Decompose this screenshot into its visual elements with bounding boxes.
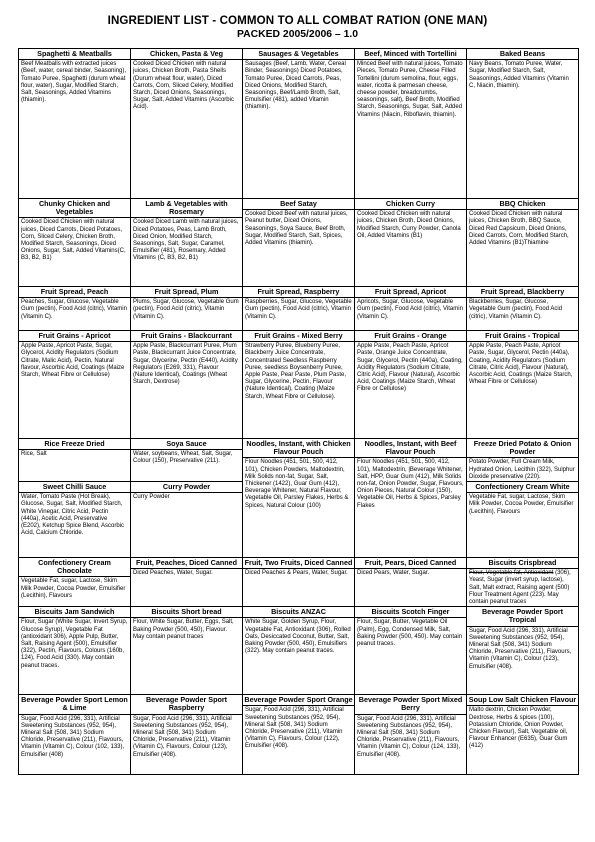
- product-name: Biscuits Short bread: [131, 607, 242, 618]
- ingredient-cell: [467, 607, 579, 695]
- ingredient-text: Cooked Diced Chicken with natural juices, Chicken Broth, Diced Onions, Modified Starch, Curry Powder, Canola Oil, Added Vitamins (B1): [357, 211, 461, 239]
- product-name: Soya Sauce: [131, 439, 242, 450]
- table-row: [19, 331, 579, 439]
- product-name: Beverage Powder Sport Lemon & Lime: [19, 695, 130, 714]
- product-name: Fruit Spread, Apricot: [355, 287, 466, 298]
- product-name: Fruit Grains - Apricot: [19, 331, 130, 342]
- product-name: Freeze Dried Potato & Onion Powder: [467, 439, 578, 458]
- product-name: Lamb & Vegetables with Rosemary: [131, 199, 242, 218]
- product-name: Fruit, Two Fruits, Diced Canned: [243, 558, 354, 569]
- ingredient-cell: [355, 331, 467, 439]
- ingredient-cell: [355, 49, 467, 199]
- ingredient-cell: [467, 558, 579, 607]
- ingredient-text: White Sugar, Golden Syrup, Flour, Vegetable Fat, Antioxidant (306), Rolled Oats, Desiccated Coconut, Butter, Salt, Baking Powder (500, 450), Emulsifiers (322). May contain peanut traces.: [245, 619, 351, 655]
- product-name: Biscuits Crispbread: [467, 558, 578, 569]
- product-name: Fruit Grains - Mixed Berry: [243, 331, 354, 342]
- ingredient-cell: [243, 199, 355, 287]
- product-name: Beverage Powder Sport Orange: [243, 695, 354, 706]
- ingredient-text: Flour, Vegetable fat, Antioxidant (306), Yeast, Sugar (invert syrup, lactose), Salt, Malt extract, Raising agent (500) Flour Treatment Agent (223). May contain peanut traces: [469, 570, 571, 606]
- ingredient-text: Flour, Sugar (White Sugar, Invert Syrup, Glucose Syrup), Vegetable Fat (antioxidant 306), Apple Pulp, Butter, Salt, Raising Agent (500), Emulsifier (322), Pectin, Flavours, Colours (160b, 124), Food Acid (330). May contain peanut traces.: [21, 619, 128, 669]
- ingredient-text: Malto dextrin, Chicken Powder, Dextrose, Herbs & spices (100), Potassium Chloride, Onion Powder, Chicken Flavour), Salt, Vegetable oil, Flavour Enhancer (E635), Guar Gum (412): [469, 707, 568, 750]
- ingredient-cell: [131, 49, 243, 199]
- ingredient-text: Apple Paste, Blackcurrant Puree, Plum Paste, Blackcurrant Juice Concentrate, Sugar, Glycerine, Pectin (E440), Acidity Regulators (E269, 331), Flavour (Nature Identical), Coatings (Wheat Starch, Dextrose): [133, 343, 238, 386]
- table-row: [19, 199, 579, 287]
- ingredient-cell: [19, 331, 131, 439]
- table-row: [19, 695, 579, 775]
- ingredient-cell: [19, 607, 131, 695]
- ingredient-cell: [243, 287, 355, 331]
- ingredient-text: Strawberry Puree, Blueberry Puree, Blackberry Juice Concentrate, Concentrated Seedless Raspberry Puree, seedless Boysenberry Puree, Apple Paste, Pear Paste, Plum Paste, Sugar, Glycerine, Pectin, Flavour (Nature Identical), Coating (Maize Starch, Wheat Fibre or Cellulose).: [245, 343, 347, 400]
- ingredient-cell: [19, 695, 131, 775]
- table-row: [19, 558, 579, 607]
- table-row: [19, 607, 579, 695]
- ingredient-cell: [131, 558, 243, 607]
- ingredient-text: Apple Paste, Peach Paste, Apricot Paste, Sugar, Glycerol, Pectin (440a), Coating, Acidity Regulators (Sodium Citrate, Citric Acid), Flavour (Natural), Ascorbic Acid, Coatings (Maize Starch, Wheat Fibre or Cellulose): [469, 343, 573, 386]
- ingredient-text: Water, Tomato Paste (Hot Break), Glucose, Sugar, Salt, Modified Starch, White Vinegar, Citric Acid, Pectin (440a), Acetic Acid, Preservative (E202), Ketchup Spice Blend, Ascorbic Acid, Calcium Chloride.: [21, 494, 125, 537]
- ingredient-cell: [467, 331, 579, 439]
- product-name: Confectionery Cream White: [467, 482, 578, 493]
- ingredient-text: Sausages (Beef, Lamb, Water, Cereal Binder, Seasonings) Diced Potatoes, Tomato Puree, Diced Carrots, Peas, Diced Onions, Modified Starch, Seasonings, Beef/Lamb Broth, Salt, Emulsifier (481), added Vitamin (thiamin).: [245, 61, 346, 111]
- product-name: Chicken Curry: [355, 199, 466, 210]
- ingredient-cell: [131, 695, 243, 775]
- product-name: Beverage Powder Sport Mixed Berry: [355, 695, 466, 714]
- product-name: Confectionery Cream Chocolate: [19, 558, 130, 577]
- product-name: Fruit Grains - Blackcurrant: [131, 331, 242, 342]
- product-name: Chunky Chicken and Vegetables: [19, 199, 130, 218]
- ingredient-text: Flour, White Sugar, Butter, Eggs, Salt, Baking Powder (500, 450), Flavour. May contain peanut traces: [133, 619, 234, 640]
- ingredient-text: Sugar, Food Acid (296, 331), Artificial Sweetening Substances (952, 954), Mineral Salt (508, 341) Sodium Chloride, Preservative (211), Vitamin (Vitamin C), Flavours, Colour (123), Emulsifier (408).: [133, 715, 232, 758]
- ingredient-text: Sugar, Food Acid (296, 331), Artificial Sweetening Substances (952, 954), Mineral Salt (508, 341) Sodium Chloride, Preservative (211), Vitamin (Vitamin C), Flavours, Colour (122), Emulsifier (408).: [245, 707, 344, 750]
- ingredient-text: Plums, Sugar, Glucose, Vegetable Gum (pectin), Food Acid (citric), Vitamin (Vitamin C).: [133, 299, 239, 320]
- ingredient-cell: [19, 439, 131, 482]
- ingredient-text: Flour Noodles (451, 501, 500, 412, 101), Maltodextrin, |Beverage Whitener, Salt, HPP, Guar Gum (412), Milk Solids non-fat, Onion Powder, Sugar, Flavours, Onion Pieces, Natural Colour (150), Vegetable Oil, Herbs & Spices, Parsley Flakes: [357, 459, 464, 509]
- product-name: Fruit Spread, Peach: [19, 287, 130, 298]
- struck-text: Flour, Vegetable fat, Antioxidant: [469, 570, 554, 577]
- product-name: Beef Satay: [243, 199, 354, 210]
- ingredient-text: Apple Paste, Apricot Paste, Sugar, Glycerol, Acidity Regulators (Sodium Citrate, Malic Acid), Pectin, Natural flavour, Ascorbic Acid, Coatings (Maize Starch, Wheat Fibre or Cellulose): [21, 343, 125, 379]
- ingredient-text: Vegetable Fat, sugar, Lactose, Skim Milk Powder, Cocoa Powder, Emulsifier (Lecithin), Flavours: [469, 494, 574, 515]
- product-name: Fruit, Pears, Diced Canned: [355, 558, 466, 569]
- ingredient-text: Water, soybeans, Wheat, Salt, Sugar, Colour (150), Preservative (211).: [133, 451, 233, 465]
- product-name: Fruit, Peaches, Diced Canned: [131, 558, 242, 569]
- ingredient-text: Blackberries, Sugar, Glucose, Vegetable Gum (pectin), Food Acid (citric), Vitamin (Vitamin C).: [469, 299, 563, 320]
- product-name: Chicken, Pasta & Veg: [131, 49, 242, 60]
- ingredient-cell: [467, 439, 579, 482]
- ingredient-cell: [131, 607, 243, 695]
- product-name: Spaghetti & Meatballs: [19, 49, 130, 60]
- ingredient-text: Vegetable Fat, sugar, Lactose, Skim Milk Powder, Cocoa Powder, Emulsifier (Lecithin), Flavours: [21, 578, 126, 599]
- product-name: Noodles, Instant, with Beef Flavour Pouch: [355, 439, 466, 458]
- product-name: Sausages & Vegetables: [243, 49, 354, 60]
- ingredient-cell: [355, 695, 467, 775]
- ingredient-text: Sugar, Food Acid (296, 331), Artificial Sweetening Substances (952, 954), Mineral Salt (508, 341) Sodium Chloride, Preservative (211), Flavours, Vitamin (Vitamin C), Colour (123), Emulsifier (408).: [469, 627, 572, 670]
- ingredient-text: Curry Powder: [133, 494, 170, 501]
- ingredient-cell: [19, 49, 131, 199]
- ingredient-text: Cooked Diced Chicken with natural juices, Chicken Broth, Pasta Shells (Durum wheat flour, water), Diced Carrots, Corn, Sliced Celery, Modified Starch, Diced Onions, Seasonings, Sugar, Salt, Added Vitamins (Ascorbic Acid).: [133, 61, 234, 111]
- product-name: Fruit Spread, Plum: [131, 287, 242, 298]
- product-name: Rice Freeze Dried: [19, 439, 130, 450]
- ingredient-text: Cooked Diced Chicken with natural juices, Chicken Broth, BBQ Sauce, Diced Red Capsicum, Diced Onions, Diced Carrots, Corn, Modified Starch, Added Vitamins (B1)Thiamine: [469, 211, 569, 247]
- ingredient-cell: [355, 199, 467, 287]
- product-name: Beef, Minced with Tortellini: [355, 49, 466, 60]
- product-name: Baked Beans: [467, 49, 578, 60]
- page-subtitle: PACKED 2005/2006 – 1.0: [236, 29, 359, 40]
- ingredient-text: Cooked Diced Chicken with natural juices, Diced Carrots, Diced Potatoes, Corn, Sliced Celery, Chicken Broth, Modified Starch, Seasonings, Diced Onions, Sugar, Salt, Added Vitamins(C, B3, B2, B1): [21, 219, 126, 262]
- ingredient-text: Diced Peaches, Water, Sugar.: [133, 570, 213, 577]
- product-name: Sweet Chilli Sauce: [19, 482, 130, 493]
- ingredient-text: Diced Peaches & Pears, Water, Sugar.: [245, 570, 348, 577]
- ingredient-cell: [243, 439, 355, 558]
- product-name: Biscuits Scotch Finger: [355, 607, 466, 618]
- product-name: Soup Low Salt Chicken Flavour: [467, 695, 578, 706]
- ingredient-text: Diced Pears, Water, Sugar.: [357, 570, 430, 577]
- ingredient-text: Apple Paste, Peach Paste, Apricot Paste, Orange Juice Concentrate, Sugar, Glycerol, Pectin (440a), Coating, Acidity Regulators (Sodium Citrate, Citric Acid), Flavour (Natural), Ascorbic Acid, Coatings (Maize Starch, Wheat Fibre or Cellulose): [357, 343, 463, 393]
- ingredient-cell: [243, 331, 355, 439]
- ingredient-text: Apricots, Sugar, Glucose, Vegetable Gum (pectin), Food Acid (citric), Vitamin (Vitamin C).: [357, 299, 463, 320]
- product-name: Beverage Powder Sport Tropical: [467, 607, 578, 626]
- ingredient-text: Navy Beans, Tomato Puree, Water, Sugar, Modified Starch, Salt, Seasonings, Added Vitamins (Vitamin C, Niacin, thiamin).: [469, 61, 569, 89]
- ingredient-cell: [19, 482, 131, 558]
- ingredient-cell: [19, 558, 131, 607]
- ingredient-cell: [355, 558, 467, 607]
- ingredient-cell: [19, 287, 131, 331]
- ingredient-cell: [467, 199, 579, 287]
- table-row: [19, 287, 579, 331]
- ingredient-text: Flour Noodles (451, 501, 500, 412, 101), Chicken Powders, Maltodextrin, Milk Solids non-fat, Sugar, Salt, Thickener (1422), Guar Gum (412), Beverage Whitener, Natural Flavour, Vegetable Oil, Parsley Flakes, Herbs & Spices, Natural Colour (100): [245, 459, 349, 509]
- product-name: Fruit Grains - Orange: [355, 331, 466, 342]
- ingredient-cell: [467, 49, 579, 199]
- table-row: [19, 439, 579, 482]
- ingredient-text: Raspberries, Sugar, Glucose, Vegetable Gum (pectin), Food Acid (citric), Vitamin (Vitamin C).: [245, 299, 352, 320]
- ingredient-text: Peaches, Sugar, Glucose, Vegetable Gum (pectin), Food Acid (citric), Vitamin (Vitamin C).: [21, 299, 127, 320]
- ingredient-text: Flour, Sugar, Butter, Vegetable Oil (Palm), Egg, Condensed Milk, Salt, Baking Powder (500, 450). May contain peanut traces.: [357, 619, 463, 648]
- ingredient-cell: [243, 558, 355, 607]
- ingredient-table: [18, 48, 579, 775]
- ingredient-text: Potato Powder, Full Cream Milk, Hydrated Onion, Lecithin (322), Sulphur Dioxide preservative (220).: [469, 459, 575, 480]
- ingredient-text: Beef Meatballs with extracted juices (Beef, water, cereal binder, Seasoning), Tomato Puree, Spaghetti (durum wheat flour, water), Sugar, Modified Starch, Salt, Seasonings, Added Vitamins (thiamin).: [21, 61, 127, 104]
- ingredient-cell: [243, 695, 355, 775]
- product-name: Fruit Grains - Tropical: [467, 331, 578, 342]
- ingredient-cell: [355, 287, 467, 331]
- ingredient-text: Rice, Salt: [21, 451, 47, 458]
- ingredient-cell: [131, 482, 243, 558]
- product-name: BBQ Chicken: [467, 199, 578, 210]
- product-name: Biscuits Jam Sandwich: [19, 607, 130, 618]
- ingredient-cell: [131, 439, 243, 482]
- ingredient-text: Minced Beef with natural juices, Tomato Pieces, Tomato Puree, Cheese Filled Tortellini (durum semolina, flour, eggs, water, ricotta & parmesan cheese, cheese powder, breadcrumbs, seasonings, salt), Beef Broth, Modified Starch, Seasonings, Sugar, Salt, Added Vitamins (Niacin, Riboflavin, thiamin).: [357, 61, 463, 118]
- product-name: Noodles, Instant, with Chicken Flavour Pouch: [243, 439, 354, 458]
- product-name: Curry Powder: [131, 482, 242, 493]
- page-title: INGREDIENT LIST - COMMON TO ALL COMBAT RATION (ONE MAN): [107, 14, 488, 27]
- ingredient-text: Sugar, Food Acid (296, 331), Artificial Sweetening Substances (952, 954), Mineral Salt (508, 341) Sodium Chloride, Preservative (211), Flavours, Vitamin (Vitamin C), Colour (102, 133), Emulsifier (408): [21, 715, 125, 758]
- product-name: Fruit Spread, Blackberry: [467, 287, 578, 298]
- ingredient-cell: [355, 439, 467, 558]
- ingredient-cell: [243, 607, 355, 695]
- ingredient-cell: [467, 287, 579, 331]
- ingredient-cell: [467, 695, 579, 775]
- product-name: Beverage Powder Sport Raspberry: [131, 695, 242, 714]
- ingredient-cell: [243, 49, 355, 199]
- product-name: Biscuits ANZAC: [243, 607, 354, 618]
- ingredient-cell: [131, 287, 243, 331]
- table-row: [19, 49, 579, 199]
- product-name: Fruit Spread, Raspberry: [243, 287, 354, 298]
- ingredient-text: Cooked Diced Beef with natural juices, Peanut butter, Diced Onions, Seasonings, Soya Sauce, Beef Broth, Sugar, Modified Starch, Salt, Spices, Added Vitamins (thiamin).: [245, 211, 348, 247]
- ingredient-text: Cooked Diced Lamb with natural juices, Diced Potatoes, Peas, Lamb Broth, Diced Onion, Modified Starch, Seasonings, Salt, Sugar, Caramel, Emulsifier (481), Rosemary, Added Vitamins (C, B3, B2, B1): [133, 219, 239, 262]
- ingredient-cell: [19, 199, 131, 287]
- ingredient-cell: [355, 607, 467, 695]
- ingredient-cell: [467, 482, 579, 558]
- ingredient-text: Sugar, Food Acid (296, 331), Artificial Sweetening Substances (952, 954), Mineral Salt (508, 341) Sodium Chloride, Preservative (211), Flavours, Vitamin (Vitamin C), Colour (124, 133), Emulsifier (408).: [357, 715, 461, 758]
- ingredient-cell: [131, 331, 243, 439]
- ingredient-cell: [131, 199, 243, 287]
